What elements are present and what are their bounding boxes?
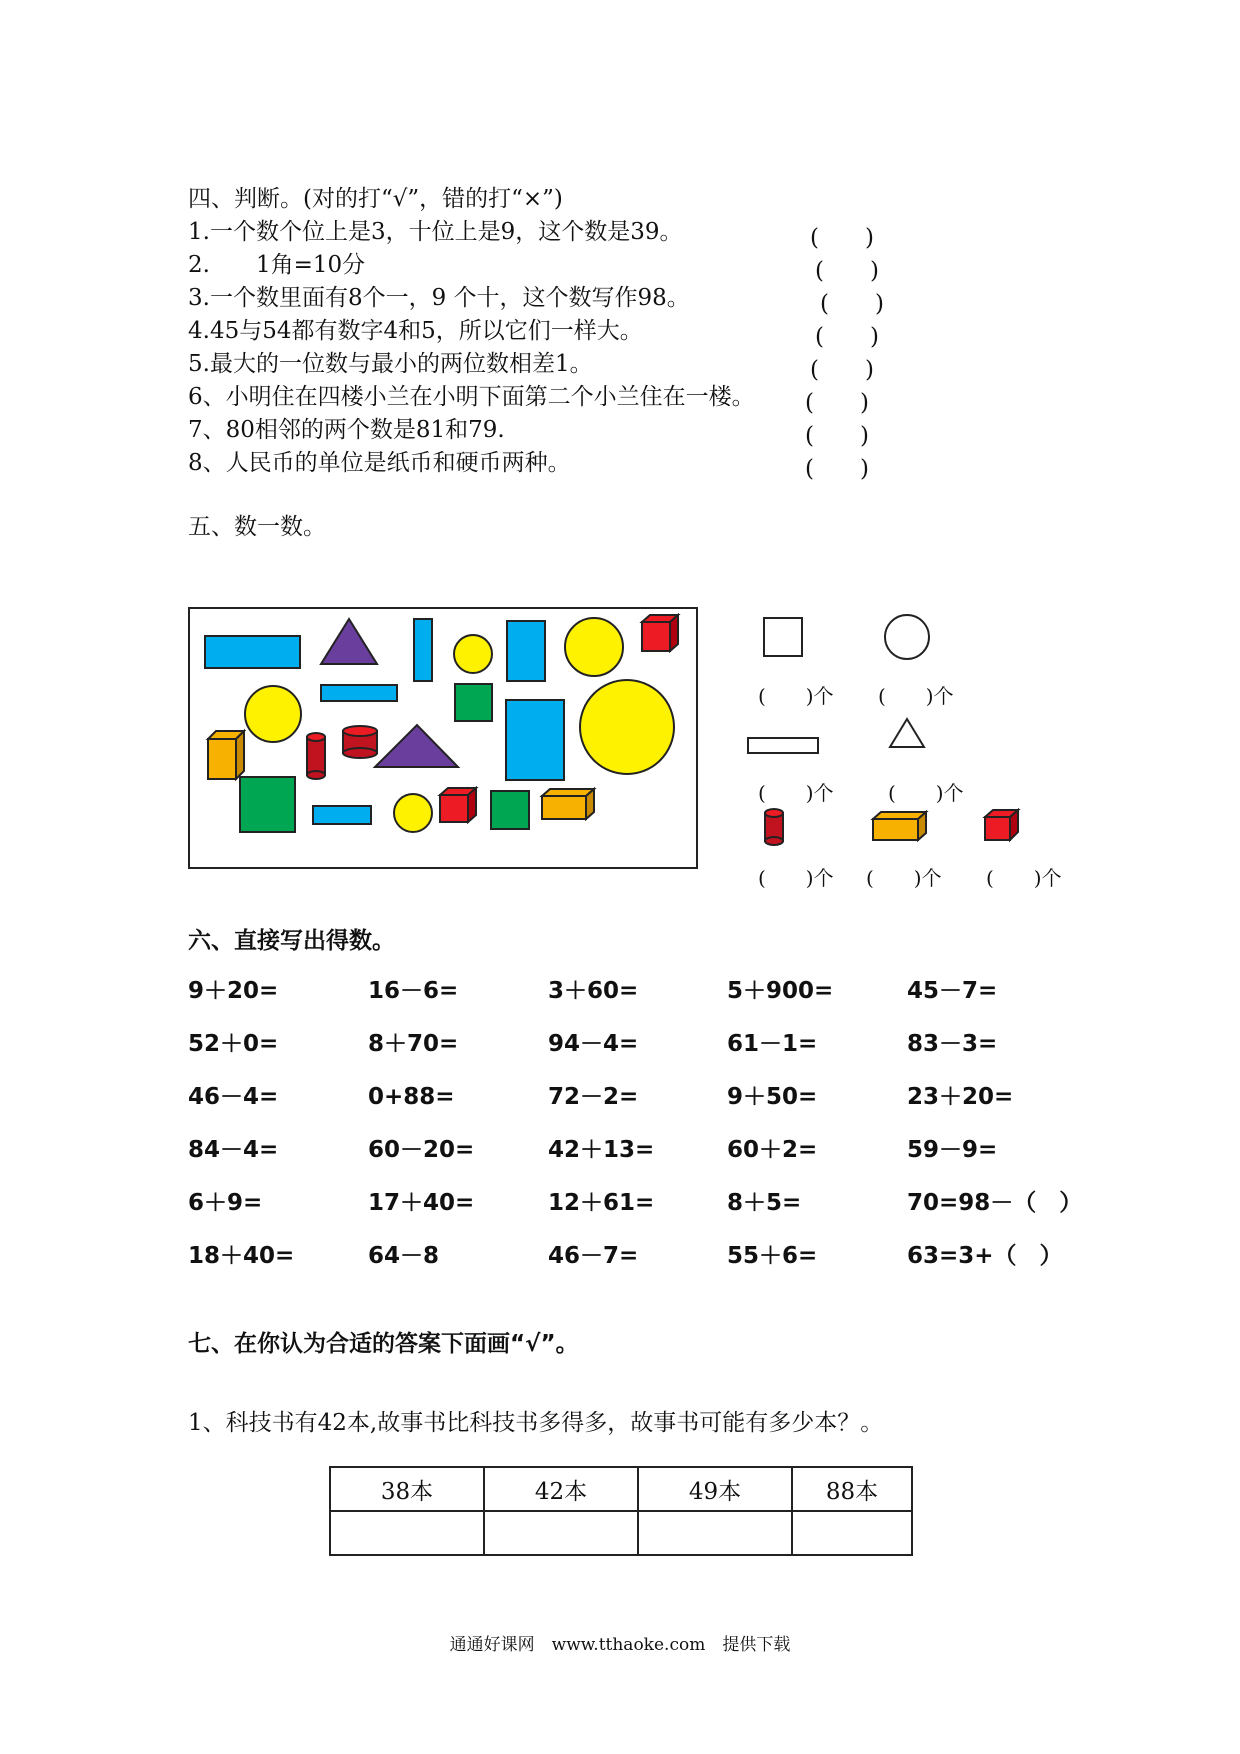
green-square (455, 684, 492, 721)
blue-rectangle (313, 806, 371, 824)
red-cylinder (343, 726, 377, 758)
option-check-cell[interactable] (484, 1511, 638, 1555)
calc-problem: 72－2= (548, 1084, 639, 1110)
footer-text: 通通好课网 www.tthaoke.com 提供下载 (449, 1635, 791, 1655)
calc-problem: 9＋20= (188, 978, 279, 1004)
yellow-circle (565, 618, 623, 676)
calc-problem: 16－6= (368, 978, 459, 1004)
red-cube (642, 615, 678, 651)
answer-blank-6[interactable]: ( ) (805, 390, 869, 416)
calc-problem: 60－20= (368, 1137, 475, 1163)
judge-item-7: 7、80相邻的两个数是81和79. (188, 417, 505, 443)
answer-blank-2[interactable]: ( ) (815, 258, 879, 284)
green-square (240, 777, 295, 832)
count-triangle[interactable]: ( )个 (888, 781, 964, 805)
judge-item-6: 6、小明住在四楼小兰在小明下面第二个小兰住在一楼。 (188, 384, 755, 410)
blue-rectangle (507, 621, 545, 681)
option-check-cell[interactable] (638, 1511, 792, 1555)
calc-problem: 42＋13= (548, 1137, 655, 1163)
count-circle[interactable]: ( )个 (878, 684, 954, 708)
calc-problem: 45－7= (907, 978, 998, 1004)
judge-item-1: 1.一个数个位上是3，十位上是9，这个数是39。 (188, 219, 683, 245)
calc-problem: 94－4= (548, 1031, 639, 1057)
cuboid-icon (873, 812, 926, 840)
rectangle-outline-icon (748, 738, 818, 753)
answer-blank-5[interactable]: ( ) (810, 357, 874, 383)
judge-item-5: 5.最大的一位数与最小的两位数相差1。 (188, 351, 593, 377)
shapes-picture (190, 609, 696, 867)
green-square (491, 791, 529, 829)
option-label: 42本 (484, 1467, 638, 1511)
calc-problem: 18＋40= (188, 1243, 295, 1269)
section6-title: 六、直接写出得数。 (188, 928, 395, 954)
count-square[interactable]: ( )个 (758, 684, 834, 708)
calc-problem: 46－4= (188, 1084, 279, 1110)
calc-problem: 5＋900= (727, 978, 834, 1004)
blue-rectangle (414, 619, 432, 681)
answer-blank-7[interactable]: ( ) (805, 423, 869, 449)
blue-rectangle (321, 685, 397, 701)
calc-problem: 52＋0= (188, 1031, 279, 1057)
option-label: 49本 (638, 1467, 792, 1511)
calc-problem: 55＋6= (727, 1243, 818, 1269)
calc-problem: 60＋2= (727, 1137, 818, 1163)
calc-problem: 8＋70= (368, 1031, 459, 1057)
purple-triangle (321, 619, 377, 664)
answer-blank-8[interactable]: ( ) (805, 456, 869, 482)
shapes-picture-frame (188, 607, 698, 869)
triangle-outline-icon (890, 719, 924, 747)
cylinder-icon (765, 809, 783, 845)
calc-problem: 59－9= (907, 1137, 998, 1163)
calc-problem: 84－4= (188, 1137, 279, 1163)
blue-rectangle (205, 636, 300, 668)
calc-problem: 63=3+（ ） (907, 1243, 1063, 1269)
section7-title: 七、在你认为合适的答案下面画“√”。 (188, 1331, 579, 1357)
calc-problem: 70=98－（ ） (907, 1190, 1083, 1216)
count-cuboid[interactable]: ( )个 (866, 866, 942, 890)
answer-options-table (329, 1466, 913, 1556)
calc-problem: 46－7= (548, 1243, 639, 1269)
option-label: 88本 (792, 1467, 912, 1511)
yellow-circle (245, 686, 301, 742)
cube-icon (985, 810, 1018, 840)
judge-item-2: 2. 1角=10分 (188, 252, 366, 278)
judge-item-3: 3.一个数里面有8个一，9 个十，这个数写作98。 (188, 285, 690, 311)
yellow-circle (394, 794, 432, 832)
yellow-circle (454, 635, 492, 673)
red-cylinder (307, 733, 325, 779)
red-cube (440, 788, 476, 822)
calc-problem: 83－3= (907, 1031, 998, 1057)
calc-problem: 23＋20= (907, 1084, 1014, 1110)
calc-problem: 12＋61= (548, 1190, 655, 1216)
calc-problem: 64－8 (368, 1243, 440, 1269)
orange-cuboid (208, 731, 244, 779)
blue-rectangle (506, 700, 564, 780)
calc-problem: 0+88= (368, 1084, 455, 1110)
section7-question: 1、科技书有42本,故事书比科技书多得多，故事书可能有多少本？。 (188, 1410, 884, 1436)
answer-blank-1[interactable]: ( ) (810, 225, 874, 251)
count-cylinder[interactable]: ( )个 (758, 866, 834, 890)
purple-triangle (375, 725, 458, 767)
answer-blank-4[interactable]: ( ) (815, 324, 879, 350)
section5-title: 五、数一数。 (188, 514, 326, 540)
answer-blank-3[interactable]: ( ) (820, 291, 884, 317)
judge-item-4: 4.45与54都有数字4和5，所以它们一样大。 (188, 318, 643, 344)
count-rectangle[interactable]: ( )个 (758, 781, 834, 805)
option-check-cell[interactable] (330, 1511, 484, 1555)
calc-problem: 17＋40= (368, 1190, 475, 1216)
calc-problem: 8＋5= (727, 1190, 802, 1216)
calc-problem: 3＋60= (548, 978, 639, 1004)
count-cube[interactable]: ( )个 (986, 866, 1062, 890)
option-check-cell[interactable] (792, 1511, 912, 1555)
calc-problem: 6＋9= (188, 1190, 263, 1216)
circle-outline-icon (885, 615, 929, 659)
calc-problem: 61－1= (727, 1031, 818, 1057)
square-outline-icon (764, 618, 802, 656)
section4-title: 四、判断。(对的打“√”，错的打“×”) (188, 186, 563, 212)
yellow-circle (580, 680, 674, 774)
orange-cuboid (542, 789, 594, 819)
judge-item-8: 8、人民币的单位是纸币和硬币两种。 (188, 450, 571, 476)
shape-legend (740, 600, 1080, 860)
calc-problem: 9＋50= (727, 1084, 818, 1110)
option-label: 38本 (330, 1467, 484, 1511)
